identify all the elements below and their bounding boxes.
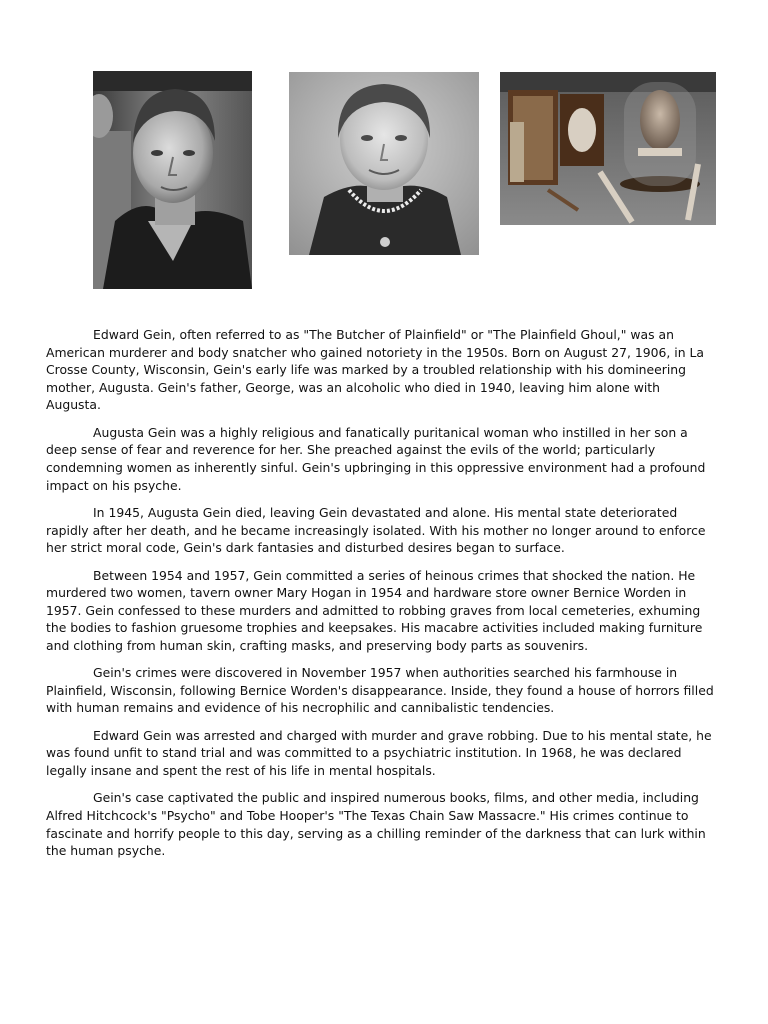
paragraph-2: Augusta Gein was a highly religious and fanatically puritanical woman who instilled in her son a deep sense of fear and reverence for her. She preached against the evils of the world; particularly condemning women as inherently sinful. Gein's upbringing in this oppressive environment had a profound impact on his psyche. (46, 424, 706, 493)
portrait-man-image (93, 71, 252, 289)
paragraph-4: Between 1954 and 1957, Gein committed a series of heinous crimes that shocked the nation. He murdered two women, tavern owner Mary Hogan in 1954 and hardware store owner Bernice Worden in 1957. Gein confessed to these murders and admitted to robbing graves from local cemeteries, exhuming the bodies to fashion gruesome trophies and keepsakes. His macabre activities included making furniture and clothing from human skin, crafting masks, and preserving body parts as souvenirs. (46, 567, 703, 653)
artifacts-display-image (500, 72, 716, 225)
paragraph-5: Gein's crimes were discovered in November 1957 when authorities searched his farmhouse in Plainfield, Wisconsin, following Bernice Worden's disappearance. Inside, they found a house of horrors filled with human remains and evidence of his necrophilic and cannibalistic tendencies. (46, 665, 714, 716)
paragraph-3: In 1945, Augusta Gein died, leaving Gein devastated and alone. His mental state deteriorated rapidly after her death, and he became increasingly isolated. With his mother no longer around to enforce her strict moral code, Gein's dark fantasies and disturbed desires began to surface. (46, 504, 706, 556)
portrait-woman-image (289, 72, 479, 255)
paragraph-7: Gein's case captivated the public and inspired numerous books, films, and other media, including Alfred Hitchcock's "Psycho" and Tobe Hooper's "The Texas Chain Saw Massacre." His crimes continue to fascinate and horrify people to this day, serving as a chilling reminder of the darkness that can lurk within the human psyche. (46, 790, 706, 859)
photo-portrait-woman (289, 72, 479, 255)
paragraph-6: Edward Gein was arrested and charged with murder and grave robbing. Due to his mental state, he was found unfit to stand trial and was committed to a psychiatric institution. In 1968, he was declared legally insane and spent the rest of his life in mental hospitals. (46, 727, 712, 779)
photo-portrait-man (93, 71, 252, 289)
paragraph-1: Edward Gein, often referred to as "The Butcher of Plainfield" or "The Plainfield Ghoul," was an American murderer and body snatcher who gained notoriety in the 1950s. Born on August 27, 1906, in La Crosse County, Wisconsin, Gein's early life was marked by a troubled relationship with his domineering mother, Augusta. Gein's father, George, was an alcoholic who died in 1940, leaving him alone with Augusta. (46, 327, 705, 413)
photo-artifacts-display (500, 72, 716, 225)
article-body (46, 326, 716, 870)
